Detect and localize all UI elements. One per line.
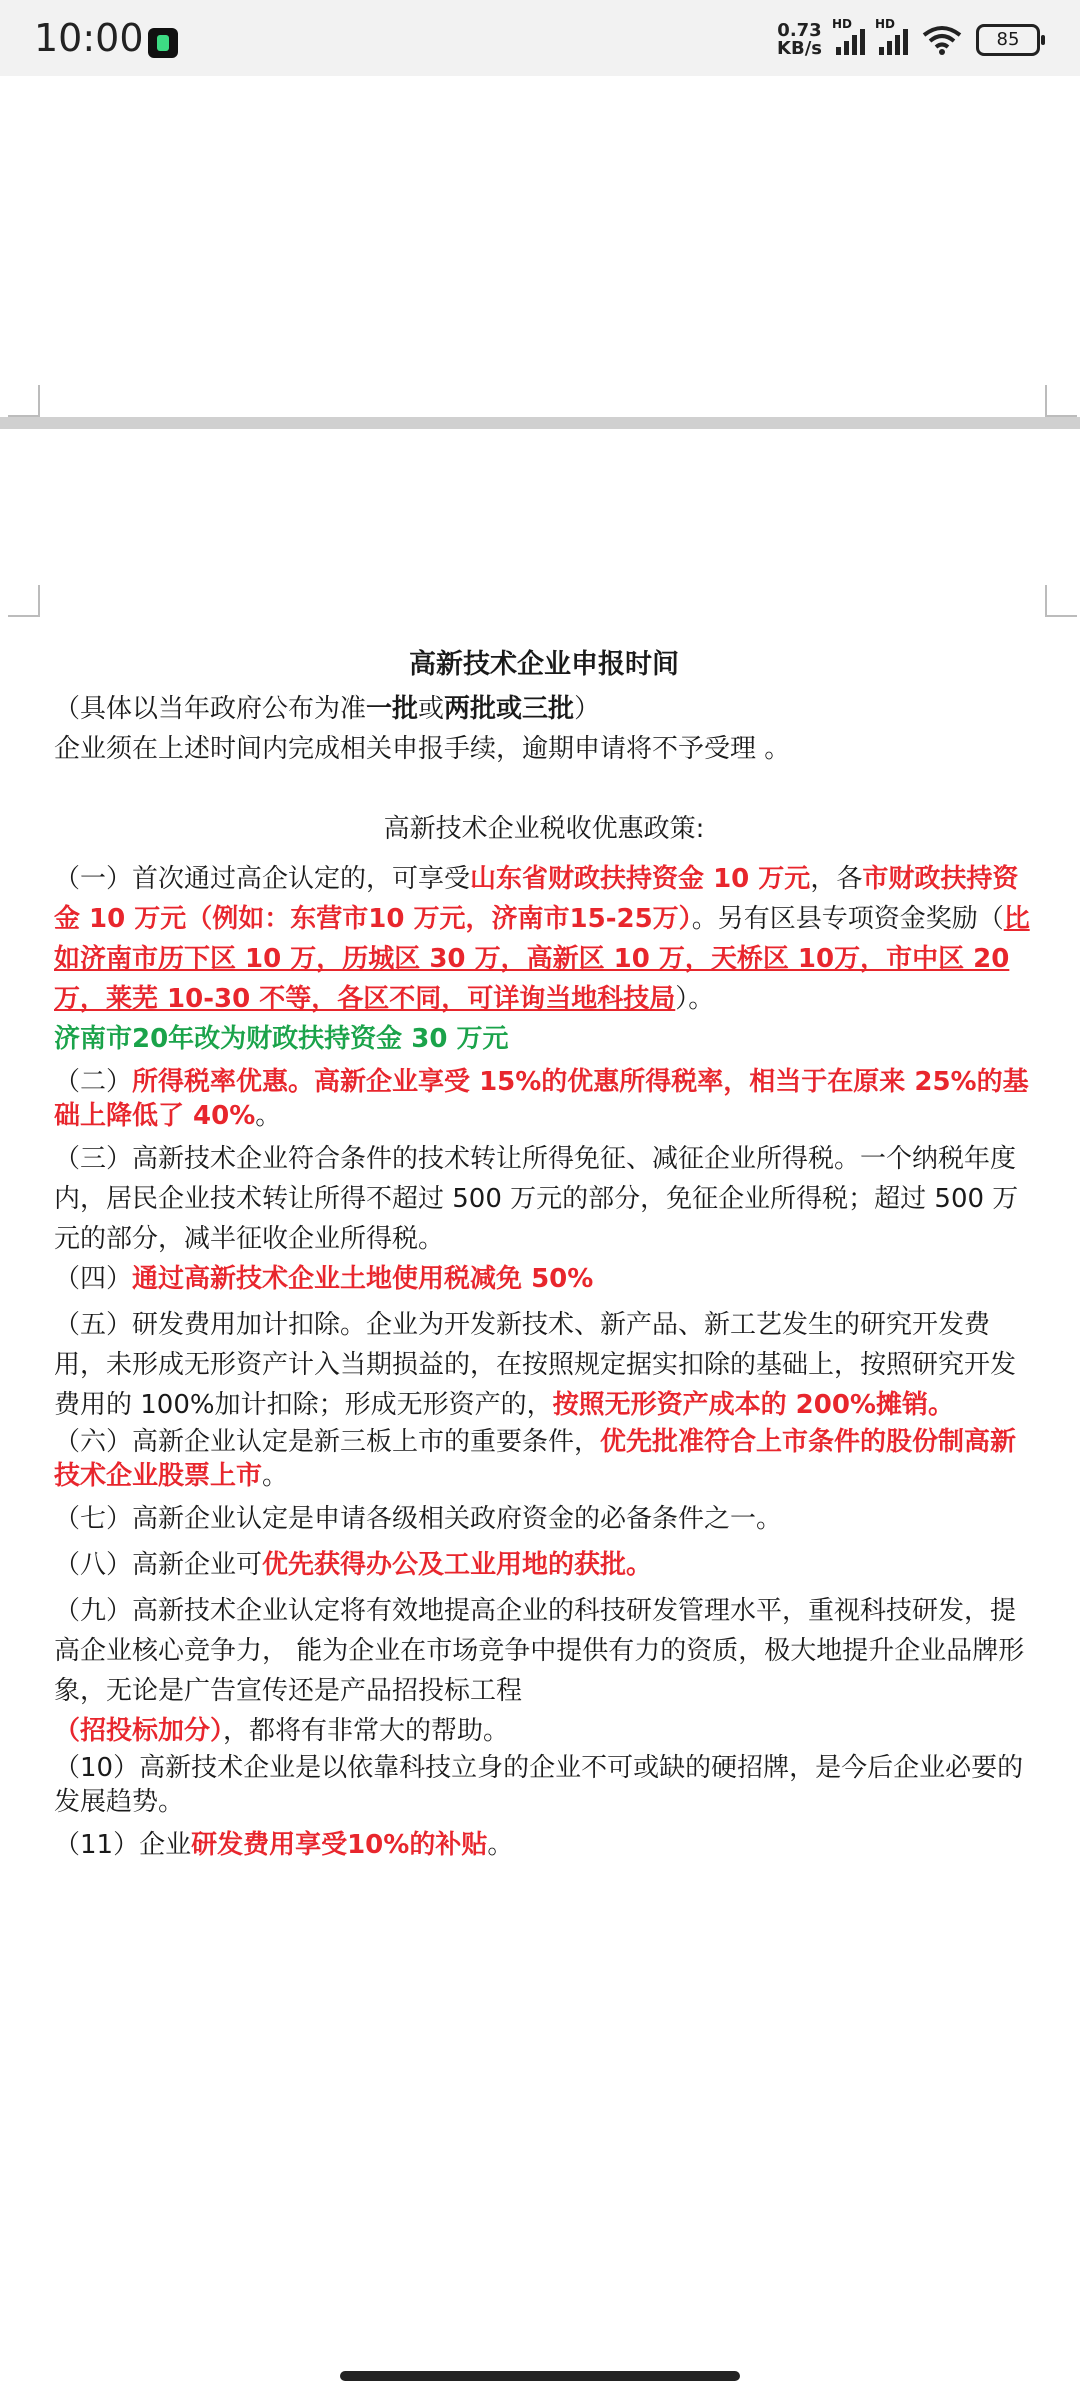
clock: 10:00 — [34, 16, 144, 60]
signal-1-icon: HD — [836, 25, 865, 55]
policy-item-3: （三）高新技术企业符合条件的技术转让所得免征、减征企业所得税。一个纳税年度内，居民企业技术转让所得不超过 500 万元的部分，免征企业所得税；超过 500 万元的部分，减半征收企业所得税。 — [54, 1144, 1019, 1254]
status-icons — [777, 17, 1040, 60]
deadline-text: 企业须在上述时间内完成相关申报手续，逾期申请将不予受理 。 — [54, 734, 791, 764]
document-title: 高新技术企业申报时间 — [409, 649, 679, 680]
network-speed: 0.73 KB/s — [777, 20, 822, 59]
status-bar — [0, 0, 1080, 76]
policy-item-11: （11）企业研发费用享受10%的补贴。 — [54, 1830, 514, 1860]
battery-icon: 85 — [976, 24, 1040, 56]
policy-item-9: （九）高新技术企业认定将有效地提高企业的科技研发管理水平，重视科技研发，提高企业核心竞争力， 能为企业在市场竞争中提供有力的资质，极大地提升企业品牌形象，无论是广告宣传还是产品招投标工程 （招投标加分），都将有非常大的帮助。 — [54, 1596, 1025, 1746]
page-corner-mark — [1045, 585, 1077, 617]
policy-item-8: （八）高新企业可优先获得办公及工业用地的获批。 — [54, 1550, 653, 1580]
page-corner-mark — [1045, 385, 1077, 417]
submission-note: （具体以当年政府公布为准一批或两批或三批） — [54, 694, 601, 724]
policy-item-1-note: 济南市20年改为财政扶持资金 30 万元 — [54, 1024, 509, 1054]
policy-item-1: （一）首次通过高企认定的，可享受山东省财政扶持资金 10 万元，各市财政扶持资金 10 万元（例如：东营市10 万元，济南市15-25万）。另有区县专项资金奖励（比如济南市历下区 10 万，历城区 30 万，高新区 10 万，天桥区 10万，市中区 20 万，莱芜 10-30 不等，各区不同，可详询当地科技局）。 — [54, 864, 1030, 1014]
page-separator — [0, 417, 1080, 429]
page-corner-mark — [8, 385, 40, 417]
policy-item-2: （二）所得税率优惠。高新企业享受 15%的优惠所得税率，相当于在原来 25%的基础上降低了 40%。 — [54, 1067, 1029, 1131]
policy-item-6: （六）高新企业认定是新三板上市的重要条件，优先批准符合上市条件的股份制高新技术企业股票上市。 — [54, 1427, 1017, 1491]
wifi-icon — [922, 25, 962, 55]
home-indicator[interactable] — [340, 2371, 740, 2381]
document-body[interactable] — [54, 645, 1034, 1865]
section-title: 高新技术企业税收优惠政策: — [383, 814, 705, 844]
page-corner-mark — [8, 585, 40, 617]
policy-item-10: （10）高新技术企业是以依靠科技立身的企业不可或缺的硬招牌，是今后企业必要的发展趋势。 — [54, 1753, 1024, 1817]
policy-item-4: （四）通过高新技术企业土地使用税减免 50% — [54, 1264, 594, 1294]
app-notification-icon — [148, 28, 178, 58]
policy-item-5: （五）研发费用加计扣除。企业为开发新技术、新产品、新工艺发生的研究开发费用，未形成无形资产计入当期损益的，在按照规定据实扣除的基础上，按照研究开发费用的 100%加计扣除；形成无形资产的，按照无形资产成本的 200%摊销。 — [54, 1310, 1017, 1420]
policy-item-7: （七）高新企业认定是申请各级相关政府资金的必备条件之一。 — [54, 1504, 783, 1534]
signal-2-icon: HD — [879, 25, 908, 55]
